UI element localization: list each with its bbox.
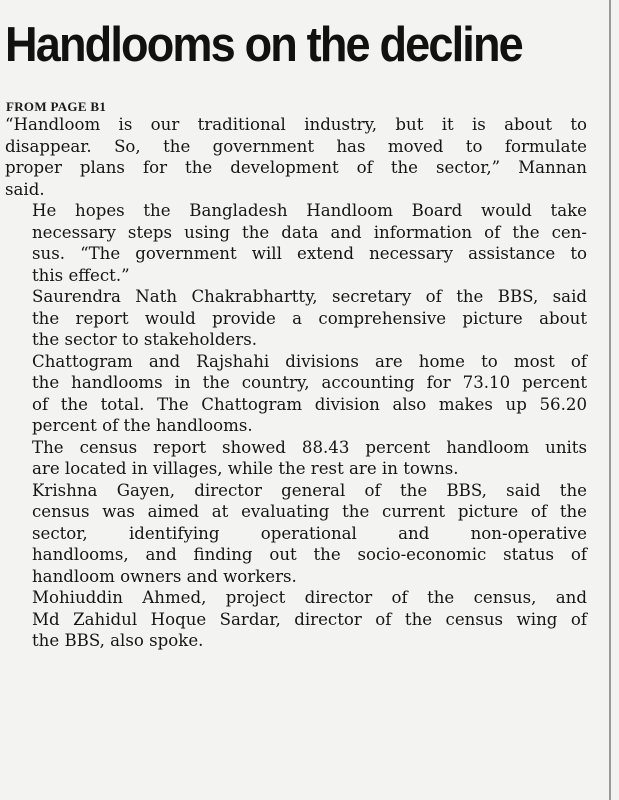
jump-line: FROM PAGE B1 (6, 99, 107, 114)
paragraph-3 (5, 286, 587, 351)
text-line: “Handloom is our traditional industry, but it is about to (5, 115, 587, 134)
text-line: Krishna Gayen, director general of the BBS, said the (32, 480, 587, 500)
text-line: proper plans for the development of the sector,” Mannan (5, 158, 587, 177)
text-line: sector, identifying operational and non-operative (32, 523, 587, 543)
text-line: the handlooms in the country, accounting for 73.10 percent (32, 373, 587, 392)
text-line: The census report showed 88.43 percent handloom units (32, 437, 587, 457)
text-line: Chattogram and Rajshahi divisions are home to most of (32, 351, 587, 371)
article-body (5, 114, 587, 652)
text-line: the BBS, also spoke. (32, 631, 204, 650)
text-line: said. (5, 179, 45, 199)
text-line: sus. “The government will extend necessary assistance to (32, 244, 587, 263)
text-line: are located in villages, while the rest are in towns. (32, 459, 459, 478)
text-line: census was aimed at evaluating the current picture of the (32, 502, 587, 521)
headline: Handlooms on the decline (5, 18, 522, 72)
paragraph-7 (5, 587, 587, 652)
paragraph-4 (5, 351, 587, 437)
text-line: the sector to stakeholders. (32, 330, 257, 349)
text-line: Md Zahidul Hoque Sardar, director of the census wing of (32, 609, 587, 629)
paragraph-5 (5, 437, 587, 480)
text-line: this effect.” (32, 265, 130, 285)
text-line: handlooms, and finding out the socio-economic status of (32, 545, 587, 564)
text-line: the report would provide a comprehensive picture about (32, 308, 587, 328)
paragraph-2 (5, 200, 587, 286)
column-rule (609, 0, 611, 800)
text-line: Saurendra Nath Chakrabhartty, secretary of the BBS, said (32, 287, 587, 306)
paragraph-1 (5, 114, 587, 200)
text-line: handloom owners and workers. (32, 566, 297, 586)
text-line: necessary steps using the data and information of the cen- (32, 222, 587, 242)
paragraph-6 (5, 480, 587, 588)
text-line: He hopes the Bangladesh Handloom Board would take (32, 201, 587, 220)
text-line: Mohiuddin Ahmed, project director of the census, and (32, 588, 587, 607)
text-line: of the total. The Chattogram division also makes up 56.20 (32, 394, 587, 414)
text-line: disappear. So, the government has moved to formulate (5, 136, 587, 156)
text-line: percent of the handlooms. (32, 416, 253, 435)
